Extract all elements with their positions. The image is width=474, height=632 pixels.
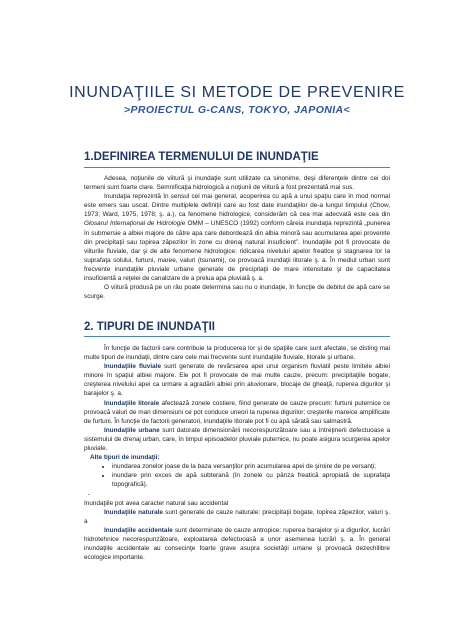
alte-tipuri-heading	[84, 453, 390, 462]
section2-body	[84, 344, 390, 562]
natural-accidental-line: Inundaţiile pot avea caracter natural sau accidental	[84, 499, 229, 507]
urbane-label: Inundaţiile urbane	[104, 426, 160, 434]
section1-p2-text: Inundaţia reprezintă în sensul cel mai general, acoperirea cu apă a unui spaţiu care în mod normal este emers sau uscat. Dintre multiplele definiţii care au fost date inundaţiilor de-a lungul timpului (Chow, 1973; Ward, 1975, 1978; ş. a.), ca fenomene hidrologice, considerăm că cea mai adecvată este cea din	[84, 193, 390, 219]
section1-p2-italic: Glosarul Internaţional de Hidrologie	[84, 220, 186, 228]
alte-tipuri-label: Alte tipuri de inundaţii:	[90, 454, 160, 462]
fluviale-text: sunt generate de revărsarea apei unui organism fluviatil peste limitele albiei minore în spaţiul albiei majore. Ele pot fi provocate de mai multe cauze, precum: precipitaţiile bogate, creşterea nivelului apei ca urmare a agradării albiei prin aluvionare, blocaje de gheaţă, ruperea digurilor şi barajelor ş. a.	[84, 363, 390, 398]
urbane-paragraph	[84, 426, 390, 453]
naturale-label: Inundaţiile naturale	[104, 508, 163, 516]
section1-p2-rest: OMM – UNESCO (1992) conform căreia inundaţia reprezintă „punerea în submersie a albiei majore de către apa care debordează din albia minoră sau acumularea apei provenite din precipitaţii sau topirea zăpezilor în zone cu drenaj natural insuficient”. Inundaţiile pot fi provocate de viiturile fluviale, dar şi de alte fenomene hidrologice: ridicarea nivelului apelor freatice şi stagnarea lor la suprafaţa solului, furtuni, maree, valuri (tsunami), ce provoacă inundaţii litorale ş. a. În mediul urban sunt frecvente inundaţiile pluviale urbane generate de precipitaţii de mare intensitate şi de capacitatea insuficientă a reţelei de canalizare de a prelua apa pluvială ş. a.	[84, 220, 390, 283]
dash-line: -	[88, 490, 91, 498]
section1-body	[84, 174, 390, 301]
fluviale-paragraph	[84, 362, 390, 398]
accidentale-text: sunt determinate de cauze antropice: ruperea barajelor şi a digurilor, lucrări hidrotehnice necorespunzătoare, exploatarea defectuoasă a unor asemenea lucrări ş. a. În general inundaţiile accidentale au consecinţe foarte grave asupra societăţii umane şi provoacă dezechilibre ecologice importante.	[84, 526, 390, 562]
fluviale-label: Inundaţiile fluviale	[104, 363, 162, 371]
naturale-paragraph	[84, 508, 390, 526]
section1-paragraph-1: Adesea, noţiunile de viitură şi inundaţie sunt utilizate ca sinonime, deşi diferenţele dintre cei doi termeni sunt foarte clare. Semnificaţia hidrologică a noţiunii de viitură a fost prezentată mai sus.	[84, 175, 390, 192]
litorale-paragraph	[84, 399, 390, 426]
list-item: • inundarea zonelor joase de la baza versanţilor prin acumularea apei de şiroire de pe versanţi;	[112, 462, 390, 471]
section2-paragraph-1: În funcţie de factorii care contribuie la producerea lor şi de spaţiile care sunt afectate, se disting mai multe tipuri de inundaţii, dintre care cele mai frecvente sunt inundaţiile fluviale, litorale şi urbane.	[84, 345, 390, 362]
accidentale-paragraph	[84, 526, 390, 562]
list-item: • inundare prin exces de apă subterană (în zonele cu pânza freatică apropiată de suprafaţa topografică).	[112, 471, 390, 489]
litorale-label: Inundaţiile litorale	[104, 399, 160, 407]
urbane-text: sunt datorate dimensionării necorespunzătoare sau a întreţinerii defectuoase a sistemului de drenaj urban, care, în timpul episoadelor pluviale puternice, nu poate asigura scurgerea apelor pluviale.	[84, 426, 391, 453]
document-title: INUNDAŢIILE SI METODE DE PREVENIRE	[69, 84, 405, 101]
document-subtitle: >PROIECTUL G-CANS, TOKYO, JAPONIA<	[123, 104, 351, 116]
section2-heading: 2. TIPURI DE INUNDAŢII	[84, 321, 215, 333]
section1-paragraph-3: O viitură produsă pe un râu poate determina sau nu o inundaţie, în funcţie de debitul de apă care se scurge.	[84, 284, 390, 301]
litorale-text: afectează zonele costiere, fiind generate de cauze precum: furtuni puternice ce provoacă valuri de mari dimensiuni ce pot conduce uneori la ruperea digurilor; creşterile mareice amplificate de furtuni. În funcţie de factorii generatori, inundaţiile litorale pot fi cu apă sărată sau salmastră.	[84, 399, 391, 425]
naturale-text: sunt generate de cauze naturale: precipitaţii bogate, topirea zăpezilor, valuri ş. a	[84, 508, 391, 525]
section1-paragraph-2	[84, 192, 390, 283]
alte-tipuri-list	[84, 462, 390, 489]
accidentale-label: Inundaţiile accidentale	[104, 526, 173, 534]
section2-rule	[84, 336, 390, 337]
section1-rule	[84, 167, 390, 168]
section1-heading: 1.DEFINIREA TERMENULUI DE INUNDAŢIE	[84, 151, 319, 163]
